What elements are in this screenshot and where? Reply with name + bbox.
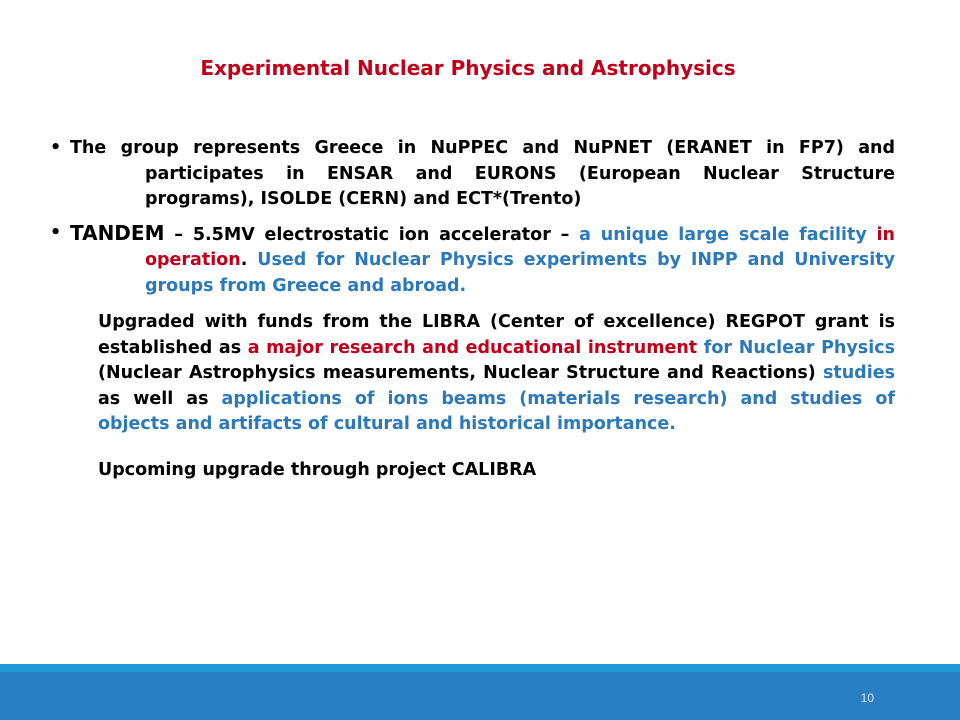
paragraph-upgrade bbox=[0, 310, 960, 438]
tandem-period: . bbox=[240, 250, 258, 270]
upgrade-text-2: (Nuclear Astrophysics measurements, Nuclear Structure and Reactions) bbox=[98, 363, 823, 383]
tandem-highlight-operation: in operation bbox=[145, 224, 895, 270]
footer-bar bbox=[0, 664, 960, 720]
bullet-icon: • bbox=[50, 222, 62, 243]
bullet-text: The group represents Greece in NuPPEC and NuPNET (ERANET in FP7) and participates in ENSAR and EURONS (European Nuclear Structure programs), ISOLDE (CERN) and ECT*(Trento) bbox=[70, 138, 895, 209]
tandem-highlight-unique: a unique large scale facility bbox=[579, 224, 867, 245]
upgrade-highlight-nuclear-physics: for Nuclear Physics bbox=[697, 337, 895, 358]
paragraph-upcoming-upgrade: Upcoming upgrade through project CALIBRA bbox=[98, 459, 537, 480]
upgrade-highlight-instrument: a major research and educational instrument bbox=[247, 337, 698, 358]
upgrade-text-3: as well as bbox=[98, 388, 222, 409]
upgrade-highlight-studies: studies bbox=[822, 363, 895, 383]
page-number: 10 bbox=[860, 691, 874, 705]
upgrade-text-1: Upgraded with funds from the LIBRA (Center of excellence) REGPOT grant is established as bbox=[98, 312, 895, 358]
bullet-tandem bbox=[0, 221, 960, 300]
slide-title: Experimental Nuclear Physics and Astrophysics bbox=[200, 56, 736, 80]
bullet-group-representation bbox=[0, 136, 960, 213]
bullet-icon: • bbox=[50, 138, 62, 158]
upgrade-period: . bbox=[669, 414, 676, 434]
footer-stripe bbox=[0, 664, 960, 672]
tandem-highlight-usage: Used for Nuclear Physics experiments by INPP and University groups from Greece and abroad. bbox=[145, 250, 895, 296]
bullet-lead bbox=[70, 220, 895, 296]
upgrade-highlight-applications: applications of ions beams (materials research) and studies of objects and artifacts of cultural and historical importance bbox=[98, 388, 895, 434]
tandem-description: 5.5MV electrostatic ion accelerator – bbox=[192, 224, 580, 245]
tandem-dash: – bbox=[164, 224, 193, 245]
slide-content bbox=[0, 132, 960, 483]
tandem-term: TANDEM bbox=[70, 220, 165, 245]
